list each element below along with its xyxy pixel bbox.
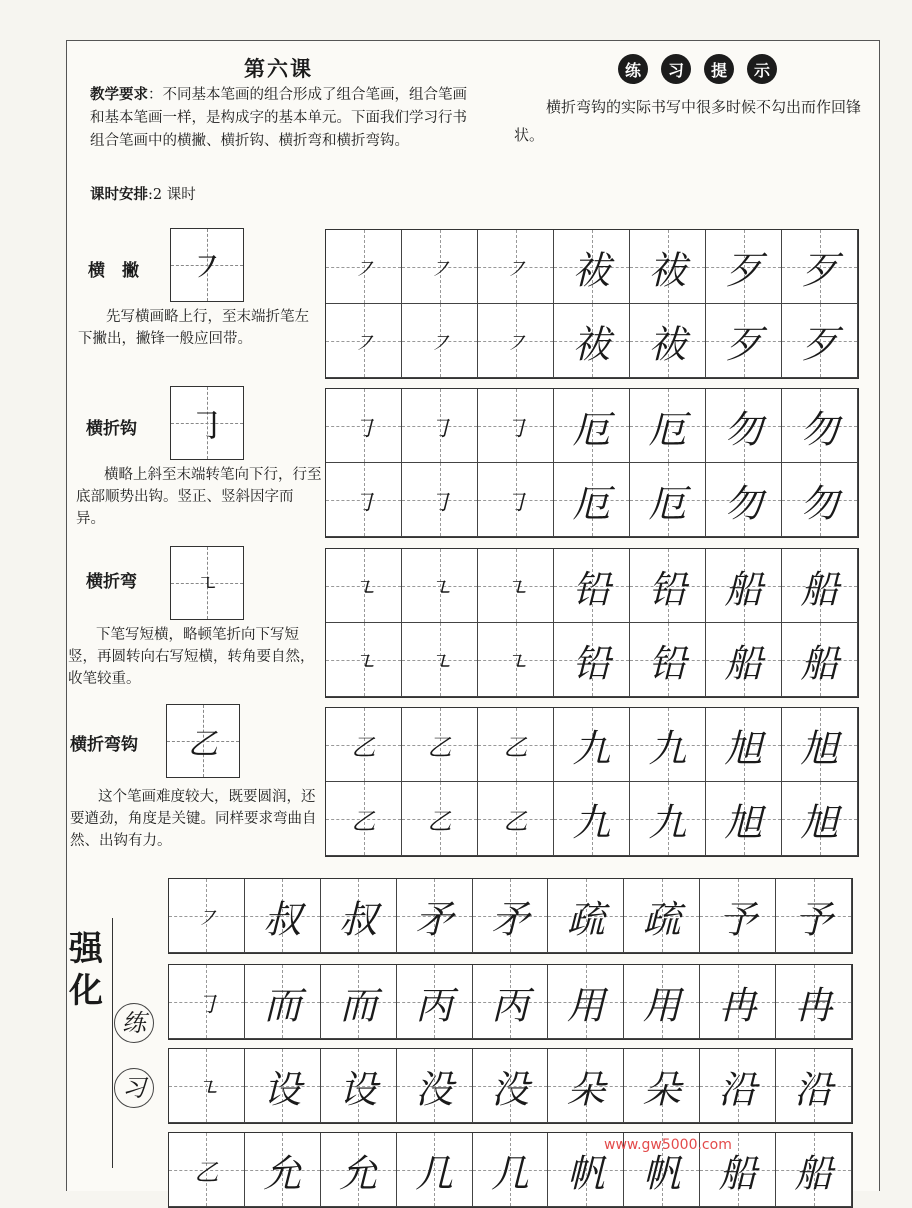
grid-cell — [402, 708, 478, 782]
grid-cell — [782, 782, 858, 856]
practice-subheading — [112, 994, 156, 1124]
grid-cell — [706, 782, 782, 856]
grid-cell — [245, 965, 321, 1039]
requirements-label: 教学要求 — [90, 87, 148, 103]
grid-cell-char: ㇇ — [503, 255, 528, 283]
grid-cell — [706, 389, 782, 463]
grid-cell — [245, 879, 321, 953]
grid-cell-char: ㇇ — [351, 255, 376, 283]
grid-cell-char: 丙 — [415, 983, 454, 1027]
grid-cell — [478, 782, 554, 856]
grid-cell — [782, 304, 858, 378]
stroke-description: 下笔写短横，略顿笔折向下写短竖，再圆转向右写短横，转角要自然，收笔较重。 — [68, 627, 315, 687]
grid-cell — [630, 463, 706, 537]
tip-badge: 提 — [704, 54, 734, 84]
grid-cell-char: 乙 — [503, 807, 528, 835]
tip-badge: 习 — [661, 54, 691, 84]
grid-cell-char: 旭 — [724, 726, 763, 770]
grid-cell — [554, 708, 630, 782]
grid-cell-char: 勿 — [800, 407, 839, 451]
grid-cell-char: 冉 — [794, 983, 833, 1027]
grid-cell — [782, 549, 858, 623]
grid-cell-char: 旭 — [800, 726, 839, 770]
grid-cell-char: 船 — [718, 1151, 757, 1195]
grid-cell — [321, 965, 397, 1039]
grid-cell — [776, 879, 852, 953]
stroke-demo-char: ㇍ — [195, 572, 218, 598]
grid-cell — [169, 965, 245, 1039]
grid-cell-char: ㇇ — [503, 329, 528, 357]
grid-cell — [548, 1133, 624, 1207]
grid-cell-char: 祓 — [648, 322, 687, 366]
grid-cell-char: 勿 — [724, 407, 763, 451]
hours-label: 课时安排 — [90, 187, 148, 203]
grid-cell — [554, 304, 630, 378]
grid-cell — [706, 623, 782, 697]
practice-sub-char: 练 — [114, 1003, 154, 1043]
grid-cell — [326, 304, 402, 378]
grid-cell-char: 矛 — [415, 897, 454, 941]
grid-cell-char: 旭 — [800, 800, 839, 844]
grid-cell — [630, 623, 706, 697]
practice-grid — [325, 707, 859, 857]
grid-cell — [782, 463, 858, 537]
grid-cell — [624, 965, 700, 1039]
grid-cell — [630, 304, 706, 378]
grid-cell — [706, 304, 782, 378]
grid-cell — [321, 1133, 397, 1207]
grid-cell — [473, 1049, 549, 1123]
grid-cell-char: 乙 — [194, 1158, 219, 1186]
stroke-description: 横略上斜至末端转笔向下行，行至底部顺势出钩。竖正、竖斜因字而异。 — [76, 467, 322, 527]
grid-cell — [554, 389, 630, 463]
grid-cell — [478, 549, 554, 623]
grid-cell — [630, 389, 706, 463]
grid-cell-char: ㇆ — [503, 488, 528, 516]
grid-cell-char: 沿 — [794, 1067, 833, 1111]
grid-cell-char: 乙 — [503, 733, 528, 761]
grid-cell-char: 疏 — [566, 897, 605, 941]
grid-cell — [326, 389, 402, 463]
grid-cell-char: 乙 — [427, 733, 452, 761]
grid-cell — [473, 965, 549, 1039]
grid-cell-char: 铅 — [648, 567, 687, 611]
grid-cell-char: 而 — [263, 983, 302, 1027]
grid-cell — [326, 782, 402, 856]
grid-cell-char: 船 — [800, 567, 839, 611]
grid-cell — [630, 782, 706, 856]
practice-tip-badges — [618, 54, 777, 84]
practice-row-grid — [168, 1048, 853, 1124]
grid-cell — [402, 623, 478, 697]
grid-cell-char: 叔 — [263, 897, 302, 941]
grid-cell-char: 厄 — [648, 407, 687, 451]
grid-cell-char: 设 — [263, 1067, 302, 1111]
grid-cell — [321, 879, 397, 953]
grid-cell — [630, 708, 706, 782]
grid-cell-char: ㇍ — [503, 574, 528, 602]
grid-cell — [397, 879, 473, 953]
grid-cell-char: 船 — [724, 567, 763, 611]
grid-cell-char: 船 — [724, 641, 763, 685]
requirements-text: ：不同基本笔画的组合形成了组合笔画，组合笔画和基本笔画一样，是构成字的基本单元。下面我们学习行书组合笔画中的横撇、横折钩、横折弯和横折弯钩。 — [90, 87, 467, 149]
grid-cell — [700, 1049, 776, 1123]
grid-cell — [321, 1049, 397, 1123]
grid-cell — [706, 708, 782, 782]
grid-cell — [402, 230, 478, 304]
grid-cell-char: 祓 — [572, 322, 611, 366]
grid-cell-char: 船 — [794, 1151, 833, 1195]
tip-text: 横折弯钩的实际书写中很多时候不勾出而作回锋状。 — [514, 98, 862, 144]
grid-cell — [402, 304, 478, 378]
grid-cell-char: 乙 — [351, 807, 376, 835]
grid-cell — [326, 623, 402, 697]
grid-cell-char: 九 — [648, 726, 687, 770]
stroke-demo-char: ㇇ — [188, 247, 225, 289]
grid-cell — [402, 549, 478, 623]
grid-cell-char: 勿 — [800, 481, 839, 525]
grid-cell — [782, 708, 858, 782]
grid-cell — [624, 879, 700, 953]
grid-cell — [554, 463, 630, 537]
grid-cell-char: ㇍ — [194, 1074, 219, 1102]
practice-grid — [325, 548, 859, 698]
grid-cell — [326, 708, 402, 782]
grid-cell — [245, 1049, 321, 1123]
grid-cell-char: 疏 — [642, 897, 681, 941]
grid-cell — [554, 623, 630, 697]
grid-cell — [402, 782, 478, 856]
watermark: www.gw5000.com — [604, 1137, 732, 1153]
grid-cell — [473, 879, 549, 953]
grid-cell — [630, 549, 706, 623]
grid-cell-char: 厄 — [572, 481, 611, 525]
stroke-name: 横 撇 — [88, 261, 139, 281]
grid-cell — [245, 1133, 321, 1207]
grid-cell — [554, 230, 630, 304]
grid-cell-char: 旭 — [724, 800, 763, 844]
grid-cell-char: 勿 — [724, 481, 763, 525]
grid-cell-char: ㇍ — [503, 648, 528, 676]
grid-cell — [630, 230, 706, 304]
grid-cell-char: 允 — [263, 1151, 302, 1195]
grid-cell — [706, 463, 782, 537]
stroke-name: 横折弯 — [86, 572, 137, 592]
grid-cell — [782, 230, 858, 304]
grid-cell-char: 允 — [339, 1151, 378, 1195]
grid-cell-char: 用 — [566, 983, 605, 1027]
stroke-demo-box — [166, 704, 240, 778]
grid-cell — [776, 1133, 852, 1207]
grid-cell-char: ㇍ — [427, 574, 452, 602]
grid-cell-char: ㇍ — [427, 648, 452, 676]
grid-cell — [776, 1049, 852, 1123]
lesson-title: 第六课 — [244, 56, 313, 81]
stroke-description: 这个笔画难度较大，既要圆润，还要遒劲，角度是关键。同样要求弯曲自然、出钩有力。 — [70, 789, 317, 849]
grid-cell-char: ㇆ — [503, 414, 528, 442]
grid-cell-char: 厄 — [648, 481, 687, 525]
grid-cell-char: 用 — [642, 983, 681, 1027]
grid-cell-char: 铅 — [648, 641, 687, 685]
grid-cell-char: 没 — [490, 1067, 529, 1111]
grid-cell — [169, 1049, 245, 1123]
grid-cell — [478, 463, 554, 537]
grid-cell — [169, 879, 245, 953]
grid-cell — [782, 389, 858, 463]
grid-cell — [478, 623, 554, 697]
grid-cell-char: ㇆ — [351, 488, 376, 516]
grid-cell-char: 冉 — [718, 983, 757, 1027]
grid-cell-char: ㇇ — [351, 329, 376, 357]
grid-cell-char: 几 — [490, 1151, 529, 1195]
grid-cell — [402, 389, 478, 463]
grid-cell — [478, 230, 554, 304]
grid-cell-char: 铅 — [572, 641, 611, 685]
grid-cell — [397, 1133, 473, 1207]
class-hours — [90, 183, 196, 204]
grid-cell-char: 朵 — [566, 1067, 605, 1111]
stroke-name: 横折弯钩 — [70, 735, 138, 755]
grid-cell-char: 几 — [415, 1151, 454, 1195]
grid-cell-char: ㇇ — [427, 255, 452, 283]
grid-cell — [554, 549, 630, 623]
grid-cell — [700, 879, 776, 953]
tip-badge: 练 — [618, 54, 648, 84]
practice-row-grid — [168, 878, 853, 954]
grid-cell-char: 乙 — [427, 807, 452, 835]
grid-cell-char: 予 — [718, 897, 757, 941]
stroke-demo-box — [170, 386, 244, 460]
stroke-demo-char: ㇆ — [188, 405, 225, 447]
grid-cell-char: 叔 — [339, 897, 378, 941]
grid-cell — [700, 965, 776, 1039]
grid-cell-char: 没 — [415, 1067, 454, 1111]
stroke-demo-char: 乙 — [188, 727, 218, 762]
grid-cell-char: 设 — [339, 1067, 378, 1111]
grid-cell — [776, 965, 852, 1039]
grid-cell-char: 祓 — [648, 248, 687, 292]
teaching-requirements — [90, 84, 478, 153]
grid-cell-char: 祓 — [572, 248, 611, 292]
grid-cell — [169, 1133, 245, 1207]
grid-cell — [624, 1133, 700, 1207]
practice-heading: 强化 — [69, 929, 103, 1011]
grid-cell-char: 厄 — [572, 407, 611, 451]
stroke-demo-box — [170, 546, 244, 620]
grid-cell — [326, 549, 402, 623]
grid-cell-char: 而 — [339, 983, 378, 1027]
grid-cell-char: 九 — [572, 726, 611, 770]
grid-cell — [478, 389, 554, 463]
grid-cell-char: ㇆ — [427, 414, 452, 442]
grid-cell — [548, 879, 624, 953]
grid-cell-char: 九 — [648, 800, 687, 844]
practice-grid — [325, 388, 859, 538]
grid-cell-char: 丙 — [490, 983, 529, 1027]
grid-cell-char: 船 — [800, 641, 839, 685]
grid-cell — [554, 782, 630, 856]
grid-cell — [473, 1133, 549, 1207]
grid-cell — [478, 708, 554, 782]
grid-cell-char: 帆 — [642, 1151, 681, 1195]
grid-cell-char: ㇆ — [351, 414, 376, 442]
grid-cell-char: ㇍ — [351, 648, 376, 676]
grid-cell — [706, 230, 782, 304]
grid-cell — [548, 965, 624, 1039]
grid-cell-char: 铅 — [572, 567, 611, 611]
practice-row-grid — [168, 1132, 853, 1208]
stroke-name: 横折钩 — [86, 419, 137, 439]
grid-cell-char: ㇇ — [194, 904, 219, 932]
stroke-description: 先写横画略上行，至末端折笔左下撇出，撇锋一般应回带。 — [78, 309, 309, 347]
grid-cell-char: 予 — [794, 897, 833, 941]
grid-cell-char: 帆 — [566, 1151, 605, 1195]
practice-sub-char: 习 — [114, 1068, 154, 1108]
grid-cell — [700, 1133, 776, 1207]
grid-cell — [326, 463, 402, 537]
grid-cell — [397, 965, 473, 1039]
grid-cell — [782, 623, 858, 697]
grid-cell — [402, 463, 478, 537]
grid-cell-char: 朵 — [642, 1067, 681, 1111]
grid-cell — [478, 304, 554, 378]
grid-cell-char: 矛 — [490, 897, 529, 941]
grid-cell — [624, 1049, 700, 1123]
grid-cell-char: ㇆ — [427, 488, 452, 516]
grid-cell-char: 歹 — [724, 248, 763, 292]
grid-cell-char: 乙 — [351, 733, 376, 761]
hours-text: :2 课时 — [148, 187, 196, 203]
grid-cell — [326, 230, 402, 304]
grid-cell-char: ㇇ — [427, 329, 452, 357]
grid-cell-char: 歹 — [800, 322, 839, 366]
grid-cell-char: ㇍ — [351, 574, 376, 602]
practice-row-grid — [168, 964, 853, 1040]
tip-badge: 示 — [747, 54, 777, 84]
practice-grid — [325, 229, 859, 379]
stroke-demo-box — [170, 228, 244, 302]
grid-cell-char: 歹 — [724, 322, 763, 366]
grid-cell-char: 歹 — [800, 248, 839, 292]
grid-cell — [548, 1049, 624, 1123]
grid-cell-char: 沿 — [718, 1067, 757, 1111]
grid-cell-char: 九 — [572, 800, 611, 844]
grid-cell-char: ㇆ — [194, 990, 219, 1018]
grid-cell — [706, 549, 782, 623]
grid-cell — [397, 1049, 473, 1123]
